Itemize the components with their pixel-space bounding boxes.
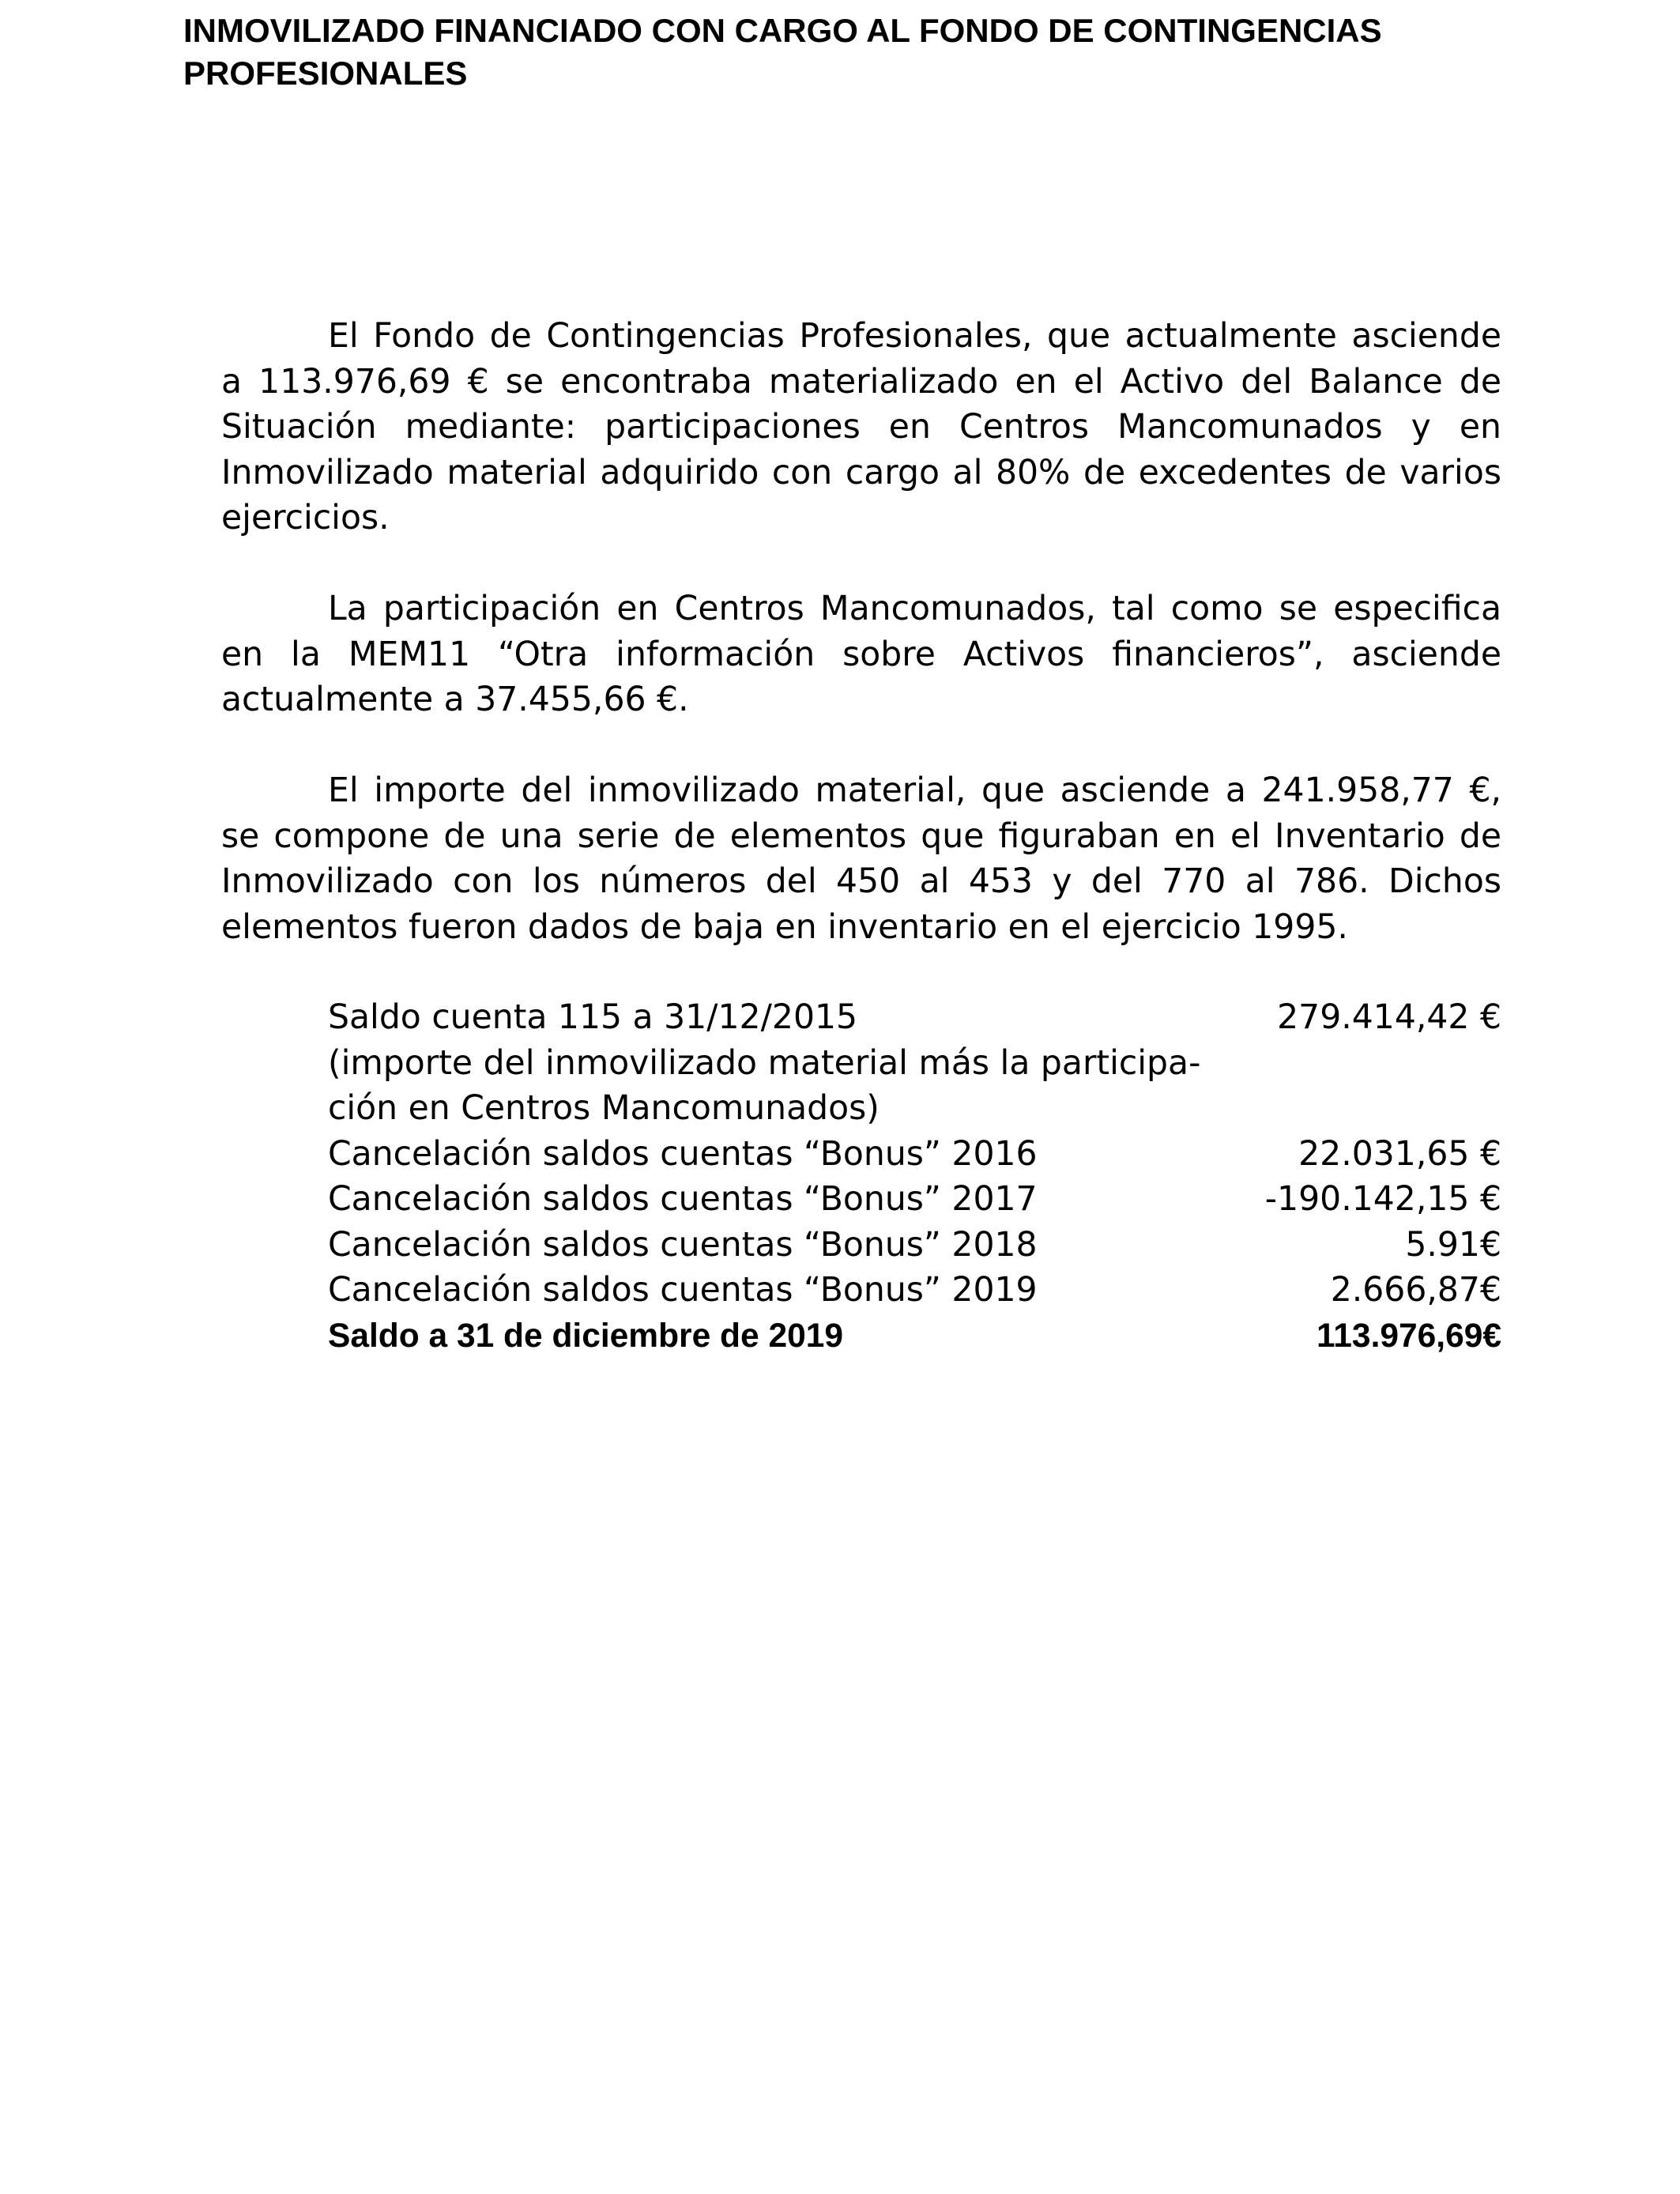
balance-row: [328, 1177, 1501, 1223]
balance-label: Cancelación saldos cuentas “Bonus” 2018: [328, 1225, 1038, 1265]
balance-row: [328, 1132, 1501, 1178]
paragraph-inmovilizado: [221, 768, 1501, 950]
paragraph-text: El importe del inmovilizado material, que asciende a 241.958,77 €, se compone de una serie de elementos que figuraban en el Inventario de Inmovilizado con los números del 450 al 453 y del 770 al 786. Dichos elementos fueron dados de baja en inventario en el ejercicio 1995.: [221, 771, 1501, 947]
paragraph-text: El Fondo de Contingencias Profesionales, que actualmente asciende a 113.976,69 € se encontraba materializado en el Activo del Balance de Situación mediante: participaciones en Centros Mancomunados y en Inmovilizado material adquirido con cargo al 80% de excedentes de varios ejercicios.: [221, 317, 1501, 537]
balance-value: 22.031,65 €: [1298, 1134, 1501, 1174]
balance-table: [328, 995, 1501, 1359]
balance-label: Saldo cuenta 115 a 31/12/2015: [328, 998, 858, 1037]
balance-total-label: Saldo a 31 de diciembre de 2019: [328, 1317, 843, 1355]
paragraph-text: La participación en Centros Mancomunados, tal como se especifica en la MEM11 “Otra información sobre Activos financieros”, asciende actualmente a 37.455,66 €.: [221, 590, 1501, 719]
balance-label: Cancelación saldos cuentas “Bonus” 2017: [328, 1180, 1038, 1219]
balance-row-opening: [328, 995, 1501, 1041]
balance-label: Cancelación saldos cuentas “Bonus” 2019: [328, 1271, 1038, 1310]
balance-row-total: [328, 1314, 1501, 1359]
balance-total-value: 113.976,69€: [1317, 1317, 1501, 1355]
balance-label: Cancelación saldos cuentas “Bonus” 2016: [328, 1134, 1038, 1174]
balance-value: 5.91€: [1405, 1225, 1501, 1265]
balance-value: 2.666,87€: [1330, 1271, 1501, 1310]
page-title: INMOVILIZADO FINANCIADO CON CARGO AL FONDO DE CONTINGENCIAS PROFESIONALES: [183, 12, 1382, 92]
paragraph-fondo: [221, 314, 1501, 541]
balance-value: 279.414,42 €: [1277, 998, 1501, 1037]
balance-row: [328, 1268, 1501, 1314]
balance-row: [328, 1223, 1501, 1269]
paragraph-participacion: [221, 586, 1501, 723]
balance-value: -190.142,15 €: [1264, 1180, 1501, 1219]
balance-note: (importe del inmovilizado material más la participa-ción en Centros Mancomunados): [328, 1043, 1201, 1128]
